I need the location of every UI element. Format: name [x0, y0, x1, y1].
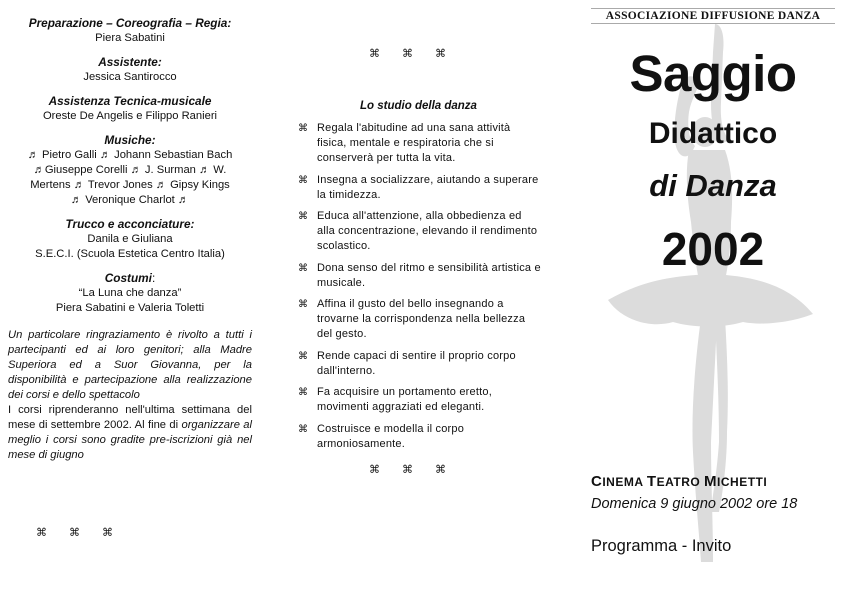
list-item	[296, 297, 541, 342]
music-line: ♬Giuseppe Corelli ♬ J. Surman ♬ W.	[33, 164, 227, 176]
makeup-heading: Trucco e acconciature:	[65, 217, 195, 231]
prep-heading: Preparazione – Coreografia – Regia:	[28, 16, 232, 30]
music-line: Mertens ♬ Trevor Jones ♬ Gipsy Kings	[30, 179, 230, 191]
music-line: ♬ Pietro Galli ♬ Johann Sebastian Bach	[27, 149, 233, 161]
venue-cap: T	[646, 473, 657, 490]
costumes-title: “La Luna che danza”	[78, 287, 182, 299]
title-saggio: Saggio	[629, 45, 797, 102]
music-line: ♬ Veronique Charlot ♬	[70, 194, 190, 206]
list-item-text: Rende capaci di sentire il proprio corpo dall'interno.	[317, 349, 516, 377]
benefits-title: Lo studio della danza	[360, 100, 477, 112]
venue-name	[591, 473, 767, 490]
association-header: ASSOCIAZIONE DIFFUSIONE DANZA	[591, 8, 835, 24]
costumes-heading-colon: :	[151, 271, 156, 285]
list-item	[296, 349, 541, 379]
ornament-bottom: ⌘⌘⌘	[369, 464, 468, 476]
command-key-icon: ⌘	[298, 123, 309, 134]
list-item-text: Educa all'attenzione, alla obbedienza ed alla concentrazione, elevando il rendimento scolastico.	[317, 210, 538, 252]
event-date: Domenica 9 giugno 2002 ore 18	[591, 496, 798, 512]
list-item	[296, 385, 541, 415]
courses-italic: organizzare al meglio i corsi sono gradite pre-iscrizioni già nel mese di giugno	[8, 419, 252, 461]
tech-names: Oreste De Angelis e Filippo Ranieri	[42, 110, 218, 122]
courses-plain: I corsi riprenderanno nell'ultima settimana del mese di settembre 2002. Al fine di	[8, 404, 252, 431]
command-key-icon: ⌘	[298, 174, 309, 186]
venue-sc: ICHETTI	[717, 475, 768, 489]
makeup-school: S.E.C.I. (Scuola Estetica Centro Italia)	[35, 248, 225, 260]
title-di-danza: di Danza	[649, 168, 777, 203]
list-item-text: Affina il gusto del bello insegnando a trovarne la corrispondenza nella bellezza del gesto.	[317, 298, 526, 340]
list-item	[296, 261, 541, 291]
ornament-bottom-left: ⌘⌘⌘	[36, 527, 135, 539]
command-key-icon: ⌘	[298, 262, 309, 274]
command-key-icon: ⌘	[298, 387, 309, 398]
assistant-name: Jessica Santirocco	[83, 71, 177, 83]
list-item-text: Costruisce e modella il corpo armoniosamente.	[317, 422, 465, 450]
list-item	[296, 422, 541, 452]
venue-cap: C	[591, 473, 603, 490]
list-item	[296, 173, 541, 203]
list-item-text: Regala l'abitudine ad una sana attività fisica, mentale e respiratoria che si conserverà per tutta la vita.	[317, 122, 511, 164]
cover-panel	[583, 0, 839, 595]
command-key-icon: ⌘	[298, 423, 309, 435]
ornament-top: ⌘⌘⌘	[369, 48, 468, 60]
assistant-heading: Assistente:	[98, 55, 162, 69]
music-heading: Musiche:	[104, 133, 156, 147]
list-item-text: Dona senso del ritmo e sensibilità artistica e musicale.	[317, 261, 541, 289]
list-item-text: Insegna a socializzare, aiutando a superare la timidezza.	[317, 173, 539, 201]
venue-cap: M	[704, 473, 718, 490]
tech-heading: Assistenza Tecnica-musicale	[48, 94, 212, 108]
list-item	[296, 121, 541, 166]
command-key-icon: ⌘	[298, 350, 309, 362]
venue-sc: EATRO	[656, 475, 705, 489]
costumes-heading-text: Costumi	[104, 271, 152, 285]
makeup-names: Danila e Giuliana	[87, 233, 173, 245]
costumes-heading	[8, 271, 252, 286]
venue-sc: INEMA	[602, 475, 647, 489]
title-didattico: Didattico	[648, 117, 778, 150]
thanks-paragraph: Un particolare ringraziamento è rivolto a tutti i partecipanti ed ai loro genitori; alla Madre Superiora ed a Suor Giovanna, per la disponibilità e partecipazione alla realizzazione dei corsi e dello spettacolo	[8, 329, 252, 401]
prep-name: Piera Sabatini	[95, 32, 165, 44]
benefits-list	[296, 121, 541, 458]
program-invite: Programma - Invito	[591, 537, 732, 555]
list-item	[296, 209, 541, 254]
courses-paragraph	[8, 403, 252, 463]
title-year: 2002	[661, 223, 765, 275]
credits-panel	[8, 16, 252, 539]
command-key-icon: ⌘	[298, 211, 309, 222]
command-key-icon: ⌘	[298, 299, 309, 310]
list-item-text: Fa acquisire un portamento eretto, movimenti aggraziati ed eleganti.	[317, 386, 492, 413]
costumes-names: Piera Sabatini e Valeria Toletti	[55, 302, 205, 314]
